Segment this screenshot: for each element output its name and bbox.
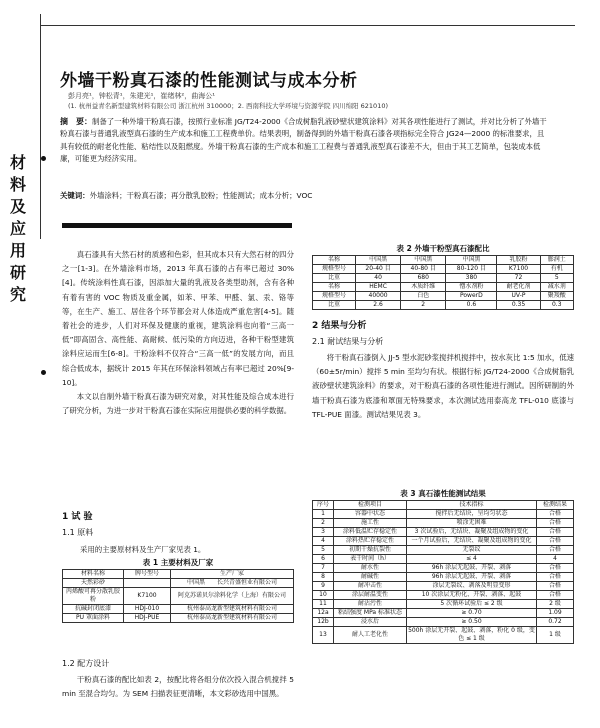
table-cell: PowerD <box>446 292 497 301</box>
table-row <box>63 570 294 579</box>
table-cell: 白色 <box>401 292 446 301</box>
table-cell: 合格 <box>537 573 574 582</box>
table-cell: 合格 <box>537 564 574 573</box>
table-row <box>313 564 574 573</box>
table-row <box>313 292 574 301</box>
table-1-caption: 表 1 主要材料及厂家 <box>142 558 214 567</box>
table-cell: 72 <box>497 274 540 283</box>
table-cell: 耐水性 <box>334 564 407 573</box>
table-header: 技术指标 <box>407 501 537 510</box>
section-1-2-text: 干粉真石漆的配比如表 2，按配比将各组分依次投入混合机搅拌 5 min 至混合均匀。为 SEM 扫描表征更清晰，本文彩砂选用中国黑。 <box>62 675 294 699</box>
table-cell: 3 <box>313 528 334 537</box>
table-cell: 0.6 <box>446 301 497 310</box>
paper-title: 外墙干粉真石漆的性能测试与成本分析 <box>60 71 358 91</box>
top-rule <box>40 25 575 26</box>
table-cell: 有机 <box>540 265 574 274</box>
section-side-label: 材料及应用研究 <box>9 153 26 304</box>
table-cell: 比重 <box>313 274 356 283</box>
table-cell: 10 次涂层无粉化、开裂、剥落、起鼓 <box>407 591 537 600</box>
table-cell: 木质纤维 <box>401 283 446 292</box>
table-cell: 中国黑 <box>446 256 497 265</box>
table-row <box>313 627 574 644</box>
table-cell: 规格型号 <box>313 265 356 274</box>
table-cell: 表干时间（h） <box>334 555 407 564</box>
table-cell: 380 <box>446 274 497 283</box>
table-row <box>313 609 574 618</box>
table-row <box>313 600 574 609</box>
table-cell: ≤ 4 <box>407 555 537 564</box>
table-cell: 涂料热贮存稳定性 <box>334 537 407 546</box>
table-cell: 1.09 <box>537 609 574 618</box>
table-row <box>63 579 294 588</box>
table-cell: 5 次循环试验后 ≤ 2 级 <box>407 600 537 609</box>
table-cell: 7 <box>313 564 334 573</box>
table-cell: 聚羧酸 <box>540 292 574 301</box>
table-cell: 中国黑 <box>401 256 446 265</box>
section-bar <box>62 223 292 228</box>
table-cell: 涂层无裂纹、剥落及明显变形 <box>407 582 537 591</box>
table-row <box>313 537 574 546</box>
table-cell: 杭州泰高龙新型建筑材料有限公司 <box>171 614 294 623</box>
table-header: 序号 <box>313 501 334 510</box>
table-header: 牌号型号 <box>124 570 171 579</box>
table-3 <box>312 500 574 644</box>
table-3-caption: 表 3 真石漆性能测试结果 <box>400 489 486 498</box>
margin-dot <box>41 156 46 161</box>
table-cell: 中国黑 长兴青盛恒业有限公司 <box>171 579 294 588</box>
table-cell: 合格 <box>537 582 574 591</box>
table-cell: 耐老化剂 <box>497 283 540 292</box>
table-cell: 耐沾污性 <box>334 600 407 609</box>
table-row <box>313 591 574 600</box>
table-cell: 2.6 <box>356 301 401 310</box>
table-cell: 涂层耐温变性 <box>334 591 407 600</box>
section-1-2-heading: 1.2 配方设计 <box>62 659 110 668</box>
table-cell: HDJ-PUE <box>124 614 171 623</box>
table-header: 材料名称 <box>63 570 124 579</box>
table-cell: 合格 <box>537 591 574 600</box>
keywords <box>60 190 550 201</box>
table-cell: 4 <box>537 555 574 564</box>
table-cell: 合格 <box>537 546 574 555</box>
table-cell: 一个月试验后，无结块、凝聚及组成物的变化 <box>407 537 537 546</box>
table-cell: ≥ 0.50 <box>407 618 537 627</box>
table-row <box>313 528 574 537</box>
table-cell: ≥ 0.70 <box>407 609 537 618</box>
table-cell: 10 <box>313 591 334 600</box>
table-cell: 11 <box>313 600 334 609</box>
table-cell: 12b <box>313 618 334 627</box>
table-row <box>313 546 574 555</box>
table-row <box>313 501 574 510</box>
table-cell: 9 <box>313 582 334 591</box>
table-cell: 名称 <box>313 256 356 265</box>
table-cell: 6 <box>313 555 334 564</box>
table-row <box>63 605 294 614</box>
table-row <box>313 582 574 591</box>
table-cell: 抗碱封闭底漆 <box>63 605 124 614</box>
affiliation: (1. 杭州益青名新型建筑材料有限公司 浙江杭州 310000；2. 西南科技大学环境与资源学院 四川绵阳 621010) <box>68 102 388 110</box>
table-cell: UV-P <box>497 292 540 301</box>
authors: 彭月亮¹，钟松青¹，朱建光¹，崔绪林²，曲海公¹ <box>68 92 216 100</box>
table-cell: 喷涂无困难 <box>407 519 537 528</box>
intro-paragraph-1: 真石漆具有大然石材的质感和色彩，但其成本只有大然石材的四分之一[1-3]。在外墙涂料市场，2013 年真石漆的占有率已超过 30%[4]。传统涂料性真石漆，因添加大量的乳液及各类型助剂，含有各种有着有害的 VOC 物质及重金属，如苯、甲苯、甲醛、氯、汞、铬等等，在生产、施工、居住各个环节都会对人体造成严重危害[4-5]。随着社会的进步，人们对环保及健康的重视，建筑涂料也向着“三高一低”即高固含、高性能、高耐候、低污染的方向迈进，各种干粉型建筑涂料应运而生[6-8]。干粉涂料不仅符合“三高一低”的发展方向，而且综合低成本，据统计 2015 年其在环保涂料领域占有率已超过 20%[9-10]。 <box>62 250 294 387</box>
table-cell: 杭州泰高龙新型建筑材料有限公司 <box>171 605 294 614</box>
table-row <box>313 519 574 528</box>
table-cell: 680 <box>401 274 446 283</box>
table-cell: 合格 <box>537 528 574 537</box>
table-cell: 2 <box>401 301 446 310</box>
table-cell: 500h 涂层无开裂、起鼓、剥落，粉化 0 级，变色 ≤ 1 级 <box>408 627 535 642</box>
table-1 <box>62 569 294 623</box>
table-cell: 容器中状态 <box>334 510 407 519</box>
table-cell: HDJ-010 <box>124 605 171 614</box>
table-row <box>313 265 574 274</box>
table-row <box>313 510 574 519</box>
table-row <box>63 614 294 623</box>
table-cell: 13 <box>313 627 334 644</box>
table-row <box>313 256 574 265</box>
table-cell: 40-80 目 <box>401 265 446 274</box>
table-cell: 12a <box>313 609 334 618</box>
table-cell: 96h 涂层无起鼓、开裂、剥落 <box>407 573 537 582</box>
table-cell: 96h 涂层无起鼓、开裂、剥落 <box>407 564 537 573</box>
table-cell: 无裂纹 <box>407 546 537 555</box>
table-cell: 规格型号 <box>313 292 356 301</box>
table-cell: 0.35 <box>497 301 540 310</box>
table-cell: 20-40 目 <box>356 265 401 274</box>
table-cell: 4 <box>313 537 334 546</box>
table-cell: 浸水后 <box>334 618 407 627</box>
table-cell: 3 次试验后，无结块、凝聚及组成物的变化 <box>407 528 537 537</box>
section-2-heading: 2 结果与分析 <box>312 321 367 331</box>
table-cell: 比重 <box>313 301 356 310</box>
table-cell: 初期干燥抗裂性 <box>334 546 407 555</box>
margin-rule <box>40 14 41 239</box>
abstract <box>60 116 550 166</box>
table-cell: 天然彩砂 <box>63 579 124 588</box>
table-cell: 耐冲击性 <box>334 582 407 591</box>
table-cell: 1 <box>313 510 334 519</box>
table-row <box>63 588 294 605</box>
table-cell: 5 <box>540 274 574 283</box>
table-cell: 0.72 <box>537 618 574 627</box>
table-cell: 粘结强度 MPa 标准状态 <box>334 609 407 618</box>
table-row <box>313 301 574 310</box>
table-cell: 搅拌后无结块，呈均匀状态 <box>407 510 537 519</box>
table-cell: 40000 <box>356 292 401 301</box>
table-cell: 合格 <box>537 537 574 546</box>
table-cell: 丙烯酸可再分散乳胶粉 <box>63 588 124 605</box>
section-1-1-text: 采用的主要原材料及生产厂家见表 1。 <box>80 545 206 554</box>
table-cell: 5 <box>313 546 334 555</box>
table-cell: HEMC <box>356 283 401 292</box>
table-cell <box>124 579 171 588</box>
table-row <box>313 573 574 582</box>
table-header: 检测项目 <box>334 501 407 510</box>
table-cell: 1 级 <box>537 627 574 644</box>
table-cell: 耐碱性 <box>334 573 407 582</box>
table-cell: 合格 <box>537 510 574 519</box>
table-row <box>313 618 574 627</box>
table-header: 生产厂家 <box>171 570 294 579</box>
keywords-text: 外墙涂料；干粉真石漆；再分散乳胶粉；性能测试；成本分析；VOC <box>89 191 313 200</box>
table-cell: 乳胶粉 <box>497 256 540 265</box>
table-cell: 0.3 <box>540 301 574 310</box>
table-cell: 40 <box>356 274 401 283</box>
table-cell: 2 级 <box>537 600 574 609</box>
table-cell: 名称 <box>313 283 356 292</box>
table-cell: 膨润土 <box>540 256 574 265</box>
table-cell: 耐人工老化性 <box>334 627 407 644</box>
abstract-label: 摘 要： <box>60 117 92 126</box>
intro-paragraph-2: 本文以自制外墙干粉真石漆为研究对象，对其性能及综合成本进行了研究分析，为进一步对干粉真石漆在实际应用提供必要的科学数据。 <box>62 392 294 416</box>
keywords-label: 关键词： <box>60 191 90 200</box>
table-cell: 8 <box>313 573 334 582</box>
table-cell: K7100 <box>124 588 171 605</box>
table-cell: 中国黑 <box>356 256 401 265</box>
section-2-1-heading: 2.1 耐试结果与分析 <box>312 337 384 346</box>
table-cell: 憎水剂粉 <box>446 283 497 292</box>
table-cell: 涂料低温贮存稳定性 <box>334 528 407 537</box>
margin-dot <box>41 370 46 375</box>
section-1-heading: 1 试 验 <box>62 512 93 522</box>
table-header: 检测结果 <box>537 501 574 510</box>
table-cell: PU 罩面涂料 <box>63 614 124 623</box>
table-cell: 2 <box>313 519 334 528</box>
table-2-caption: 表 2 外墙干粉型真石漆配比 <box>396 244 490 253</box>
section-1-1-heading: 1.1 原料 <box>62 528 94 537</box>
section-2-1-text: 将干粉真石漆倒入 JJ-5 型水泥砂浆搅拌机搅拌中，按水灰比 1:5 加水，低速（60±5r/min）搅拌 5 min 至均匀有状。根据行标 JG/T24-2000《合成树脂乳液砂壁状建筑涂料》的要求，对干粉真石漆的各项性能进行测试。因所研制的外墙干粉真石漆为底漆和罩面无特殊要求，本次测试选用泰高龙 TFL-010 底漆与 TFL-PUE 面漆。测试结果见表 3。 <box>312 353 574 419</box>
table-cell: 合格 <box>537 519 574 528</box>
table-cell: 减水剂 <box>540 283 574 292</box>
abstract-text: 制备了一种外墙干粉真石漆，按照行业标准 JG/T24-2000《合成树脂乳液砂壁状建筑涂料》对其各项性能进行了测试，并对比分析了外墙干粉真石漆与普通乳液型真石漆的生产成本和施工工程费单价。结果表明，制备得到的外墙干粉真石漆各项指标完全符合 JG24—2000 的标准要求，且具有较低的耐老化性能、粘结性以及阻燃度。外墙干粉真石漆的生产成本和施工工程费与普通乳液型真石漆差不大，但由于其工艺简单，包装成本低廉，可能更为经济实用。 <box>60 117 547 164</box>
table-cell: 80-120 目 <box>446 265 497 274</box>
table-row <box>313 283 574 292</box>
table-row <box>313 274 574 283</box>
table-cell: K7100 <box>497 265 540 274</box>
table-cell: 阿克苏诺贝尔涂料化学（上海）有限公司 <box>171 588 294 605</box>
table-row <box>313 555 574 564</box>
left-column <box>62 248 294 418</box>
table-cell: 施工性 <box>334 519 407 528</box>
table-2 <box>312 255 574 310</box>
